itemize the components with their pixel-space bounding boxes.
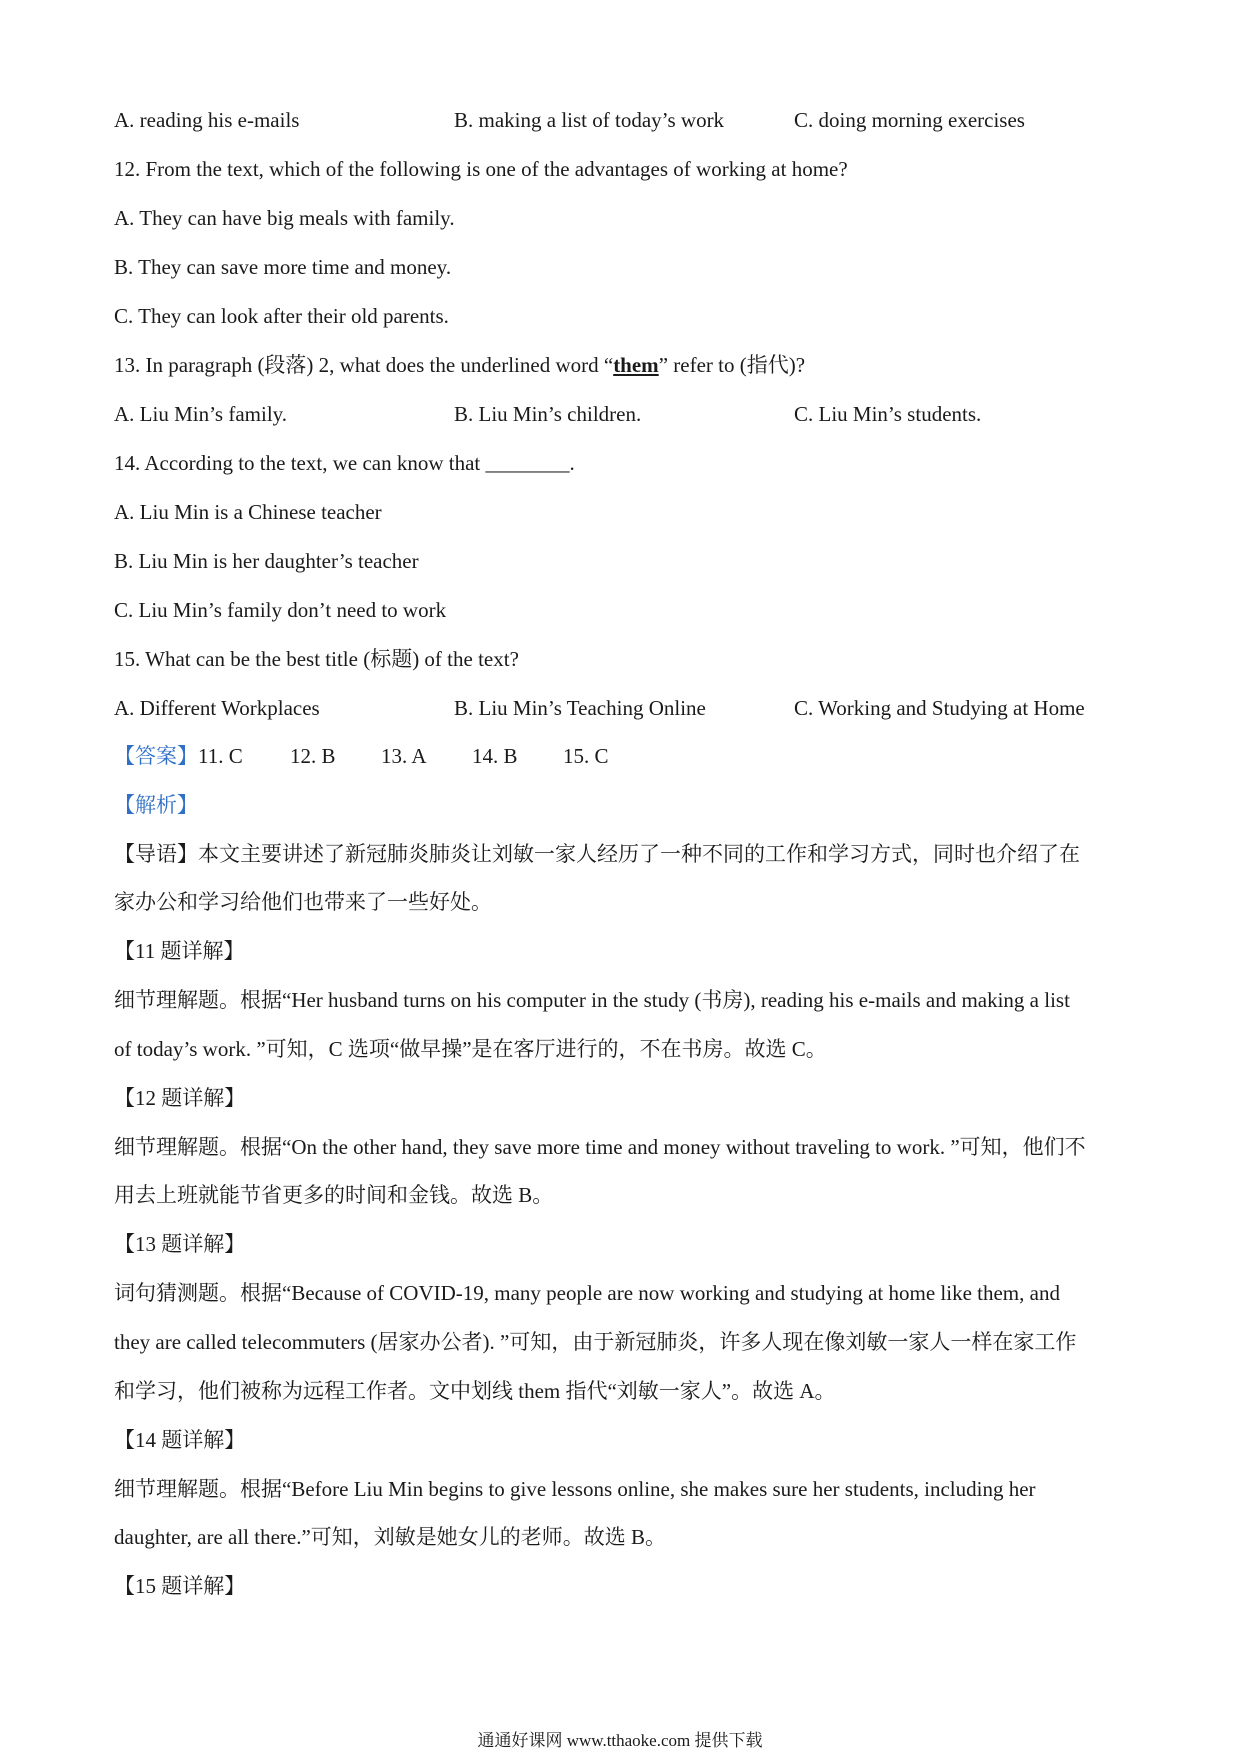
q14-option-a: A. Liu Min is a Chinese teacher <box>114 500 382 524</box>
detail-13-heading: 【13 题详解】 <box>114 1232 246 1256</box>
detail-14-line-1: 细节理解题。根据“Before Liu Min begins to give lessons online, she makes sure her students, including her <box>114 1477 1036 1501</box>
q13-option-a: A. Liu Min’s family. <box>114 402 288 426</box>
detail-13-line-1: 词句猜测题。根据“Because of COVID-19, many people are now working and studying at home like them, and <box>114 1281 1060 1305</box>
answer-item: 14. B <box>472 744 518 768</box>
q15-stem: 15. What can be the best title (标题) of the text? <box>114 647 519 671</box>
q14-stem: 14. According to the text, we can know that ________. <box>114 451 575 475</box>
detail-11-heading: 【11 题详解】 <box>114 939 245 963</box>
answer-item: 15. C <box>563 744 609 768</box>
detail-12-line-1: 细节理解题。根据“On the other hand, they save more time and money without traveling to work. ”可知，他们不 <box>114 1135 1086 1159</box>
q13-stem-pre: 13. In paragraph (段落) 2, what does the underlined word “ <box>114 353 614 377</box>
detail-13-line-2: they are called telecommuters (居家办公者). ”可知，由于新冠肺炎，许多人现在像刘敏一家人一样在家工作 <box>114 1330 1077 1354</box>
q12-option-b: B. They can save more time and money. <box>114 255 452 279</box>
detail-11-line-2: of today’s work. ”可知，C 选项“做早操”是在客厅进行的，不在书房。故选 C。 <box>114 1037 827 1061</box>
q14-option-b: B. Liu Min is her daughter’s teacher <box>114 549 419 573</box>
q11-option-c: C. doing morning exercises <box>794 108 1025 132</box>
q15-option-b: B. Liu Min’s Teaching Online <box>454 696 706 720</box>
q13-underlined-word: them <box>613 353 659 377</box>
q12-option-c: C. They can look after their old parents. <box>114 304 449 328</box>
detail-12-line-2: 用去上班就能节省更多的时间和金钱。故选 B。 <box>114 1183 554 1207</box>
detail-11-line-1: 细节理解题。根据“Her husband turns on his computer in the study (书房), reading his e-mails and making a list <box>114 988 1070 1012</box>
detail-12-heading: 【12 题详解】 <box>114 1086 246 1110</box>
q11-option-b: B. making a list of today’s work <box>454 108 725 132</box>
analysis-label: 【解析】 <box>114 793 198 817</box>
detail-13-line-3: 和学习，他们被称为远程工作者。文中划线 them 指代“刘敏一家人”。故选 A。 <box>114 1379 836 1403</box>
q15-option-c: C. Working and Studying at Home <box>794 696 1085 720</box>
intro-line-2: 家办公和学习给他们也带来了一些好处。 <box>114 890 492 914</box>
q14-option-c: C. Liu Min’s family don’t need to work <box>114 598 447 622</box>
detail-14-heading: 【14 题详解】 <box>114 1428 246 1452</box>
answer-item: 13. A <box>381 744 427 768</box>
q13-stem-post: ” refer to (指代)? <box>658 353 806 377</box>
q13-option-b: B. Liu Min’s children. <box>454 402 642 426</box>
q12-stem: 12. From the text, which of the following is one of the advantages of working at home? <box>114 157 848 181</box>
answer-label: 【答案】 <box>114 744 198 768</box>
detail-15-heading: 【15 题详解】 <box>114 1574 246 1598</box>
detail-14-line-2: daughter, are all there.”可知，刘敏是她女儿的老师。故选 B。 <box>114 1525 667 1549</box>
answer-item: 12. B <box>290 744 336 768</box>
intro-line-1: 【导语】本文主要讲述了新冠肺炎肺炎让刘敏一家人经历了一种不同的工作和学习方式，同时也介绍了在 <box>114 842 1080 866</box>
q13-stem <box>114 351 805 379</box>
q12-option-a: A. They can have big meals with family. <box>114 206 455 230</box>
page-footer: 通通好课网 www.tthaoke.com 提供下载 <box>477 1731 763 1750</box>
answer-item: 11. C <box>198 744 243 768</box>
q13-option-c: C. Liu Min’s students. <box>794 402 982 426</box>
q11-option-a: A. reading his e-mails <box>114 108 300 132</box>
q15-option-a: A. Different Workplaces <box>114 696 320 720</box>
